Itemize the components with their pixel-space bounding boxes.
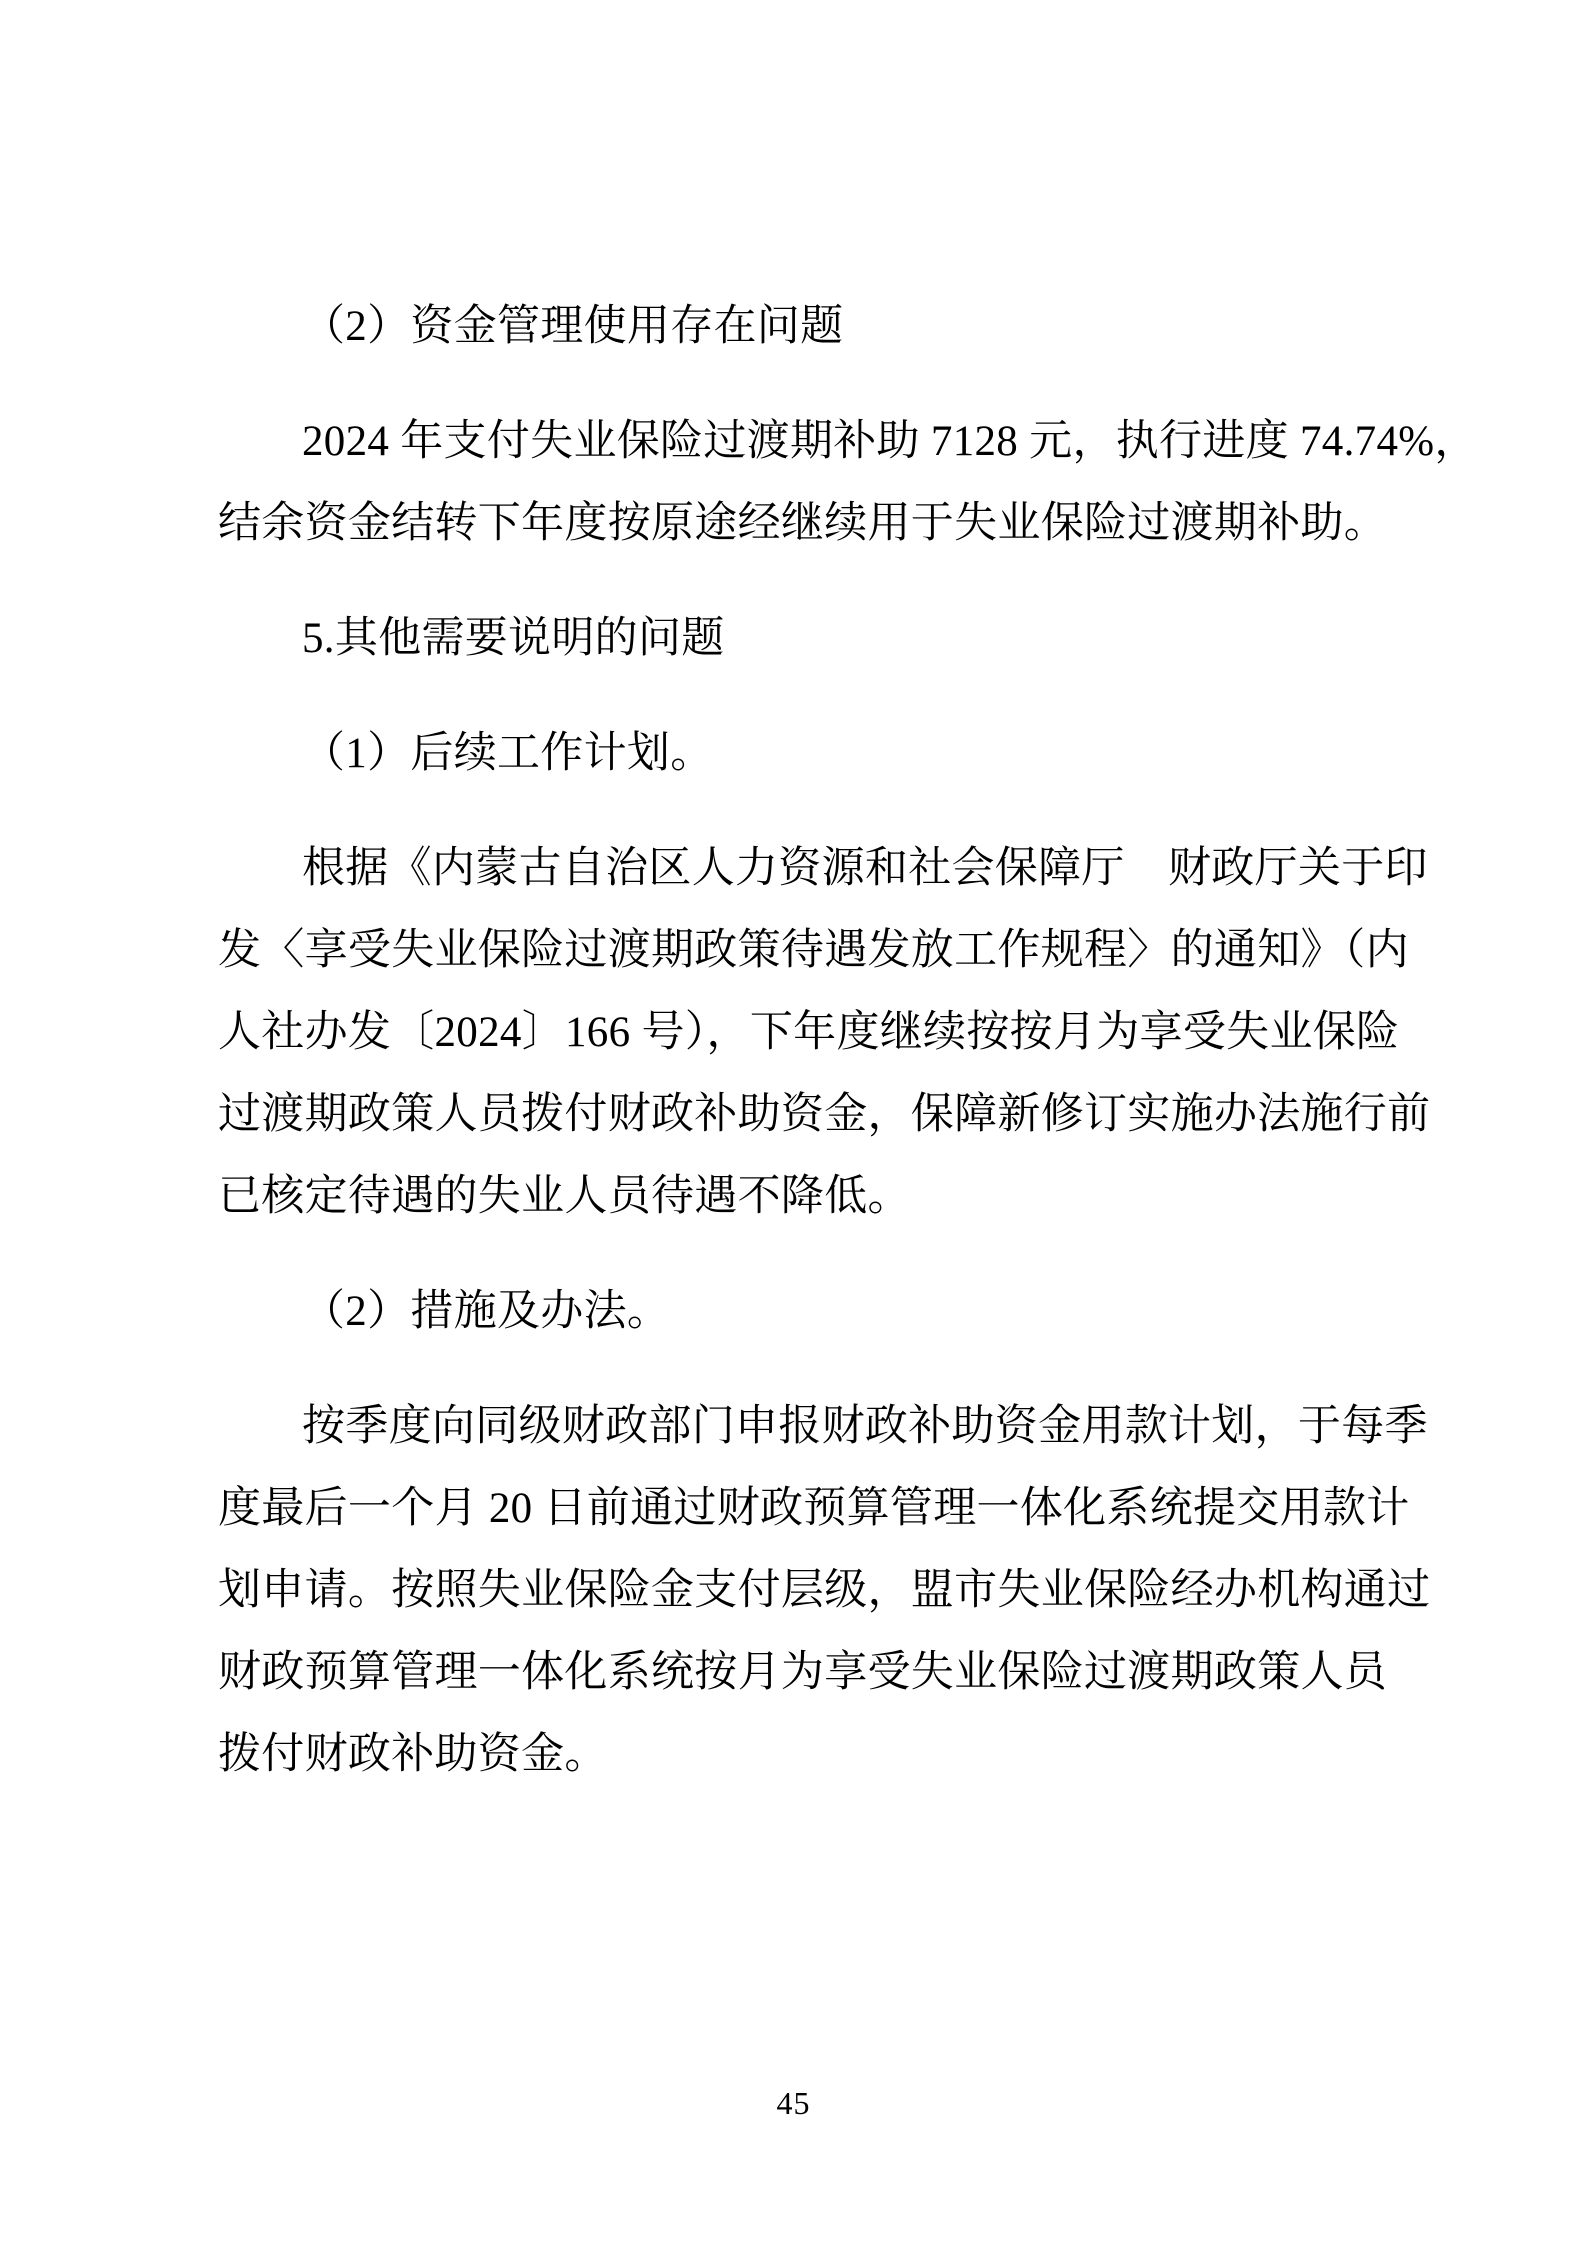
heading-line: （2）资金管理使用存在问题 (302, 303, 844, 350)
heading-line: （1）后续工作计划。 (302, 730, 714, 777)
heading-paragraph (218, 598, 1394, 680)
body-text-line: 按季度向同级财政部门申报财政补助资金用款计划，于每季 (302, 1403, 1428, 1450)
heading-paragraph (218, 713, 1394, 795)
body-paragraph (218, 1386, 1431, 1796)
body-paragraph (218, 401, 1478, 565)
document-body (218, 286, 1478, 1829)
body-text-line: 人社办发〔2024〕166 号），下年度继续按按月为享受失业保险 (218, 1009, 1400, 1056)
body-text-line: 已核定待遇的失业人员待遇不降低。 (218, 1173, 911, 1220)
heading-paragraph (218, 286, 1394, 368)
body-text-line: 根据《内蒙古自治区人力资源和社会保障厅 财政厅关于印 (302, 845, 1428, 892)
page-number: 45 (776, 2085, 811, 2121)
body-text-line: 财政预算管理一体化系统按月为享受失业保险过渡期政策人员 (218, 1649, 1388, 1696)
heading-line: 5.其他需要说明的问题 (302, 615, 725, 662)
body-text-line: 发〈享受失业保险过渡期政策待遇发放工作规程〉的通知》（内 (218, 927, 1409, 974)
body-text-line: 划申请。按照失业保险金支付层级，盟市失业保险经办机构通过 (218, 1567, 1431, 1614)
body-text-line: 2024 年支付失业保险过渡期补助 7128 元，执行进度 74.74%， (302, 418, 1478, 465)
body-text-line: 拨付财政补助资金。 (218, 1731, 608, 1778)
body-paragraph (218, 828, 1431, 1238)
body-text-line: 结余资金结转下年度按原途经继续用于失业保险过渡期补助。 (218, 500, 1388, 547)
heading-line: （2）措施及办法。 (302, 1288, 671, 1335)
body-text-line: 度最后一个月 20 日前通过财政预算管理一体化系统提交用款计 (218, 1485, 1410, 1532)
heading-paragraph (218, 1271, 1394, 1353)
body-text-line: 过渡期政策人员拨付财政补助资金，保障新修订实施办法施行前 (218, 1091, 1431, 1138)
